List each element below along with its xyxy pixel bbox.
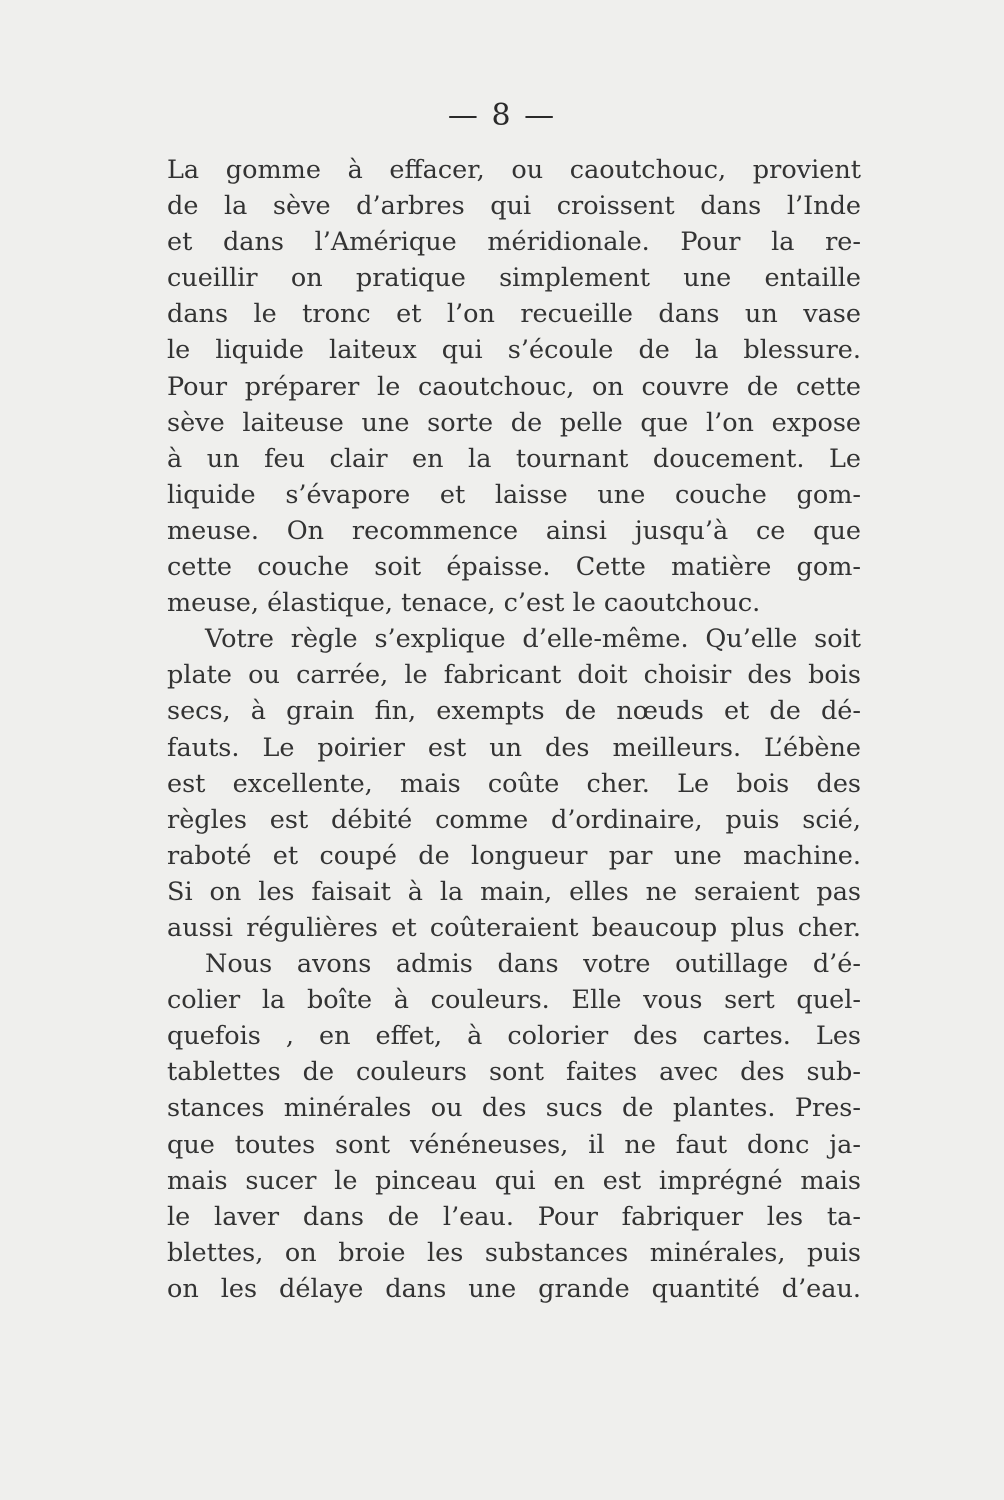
text-line: La gomme à effacer, ou caoutchouc, provient	[167, 155, 861, 185]
text-line: mais sucer le pinceau qui en est imprégné mais	[167, 1165, 861, 1196]
paragraph-3	[167, 946, 861, 1307]
text-line: meuse. On recommence ainsi jusqu’à ce que	[167, 515, 861, 546]
text-line: fauts. Le poirier est un des meilleurs. L’ébène	[167, 732, 861, 763]
text-line: le laver dans de l’eau. Pour fabriquer les ta-	[167, 1201, 861, 1232]
text-line: plate ou carrée, le fabricant doit choisir des bois	[167, 660, 861, 691]
page-number: — 8 —	[447, 98, 557, 133]
text-line: quefois , en effet, à colorier des cartes. Les	[167, 1021, 861, 1052]
paragraph-1	[167, 152, 861, 621]
text-line: à un feu clair en la tournant doucement. Le	[167, 443, 861, 474]
text-line: stances minérales ou des sucs de plantes. Pres-	[167, 1093, 861, 1124]
text-line: règles est débité comme d’ordinaire, puis scié,	[167, 804, 861, 835]
body-text	[167, 152, 861, 1307]
text-line: raboté et coupé de longueur par une machine.	[167, 840, 861, 871]
text-line: aussi régulières et coûteraient beaucoup plus cher.	[167, 912, 861, 943]
text-line: sève laiteuse une sorte de pelle que l’on expose	[167, 407, 861, 438]
text-line: cueillir on pratique simplement une entaille	[167, 263, 861, 294]
text-line: Pour préparer le caoutchouc, on couvre de cette	[167, 371, 861, 402]
text-line: tablettes de couleurs sont faites avec des sub-	[167, 1057, 861, 1088]
text-line: Votre règle s’explique d’elle-même. Qu’elle soit	[205, 624, 861, 655]
text-line: liquide s’évapore et laisse une couche gom-	[167, 479, 861, 510]
text-line: colier la boîte à couleurs. Elle vous sert quel-	[167, 985, 861, 1016]
text-line: secs, à grain fin, exempts de nœuds et de dé-	[167, 696, 861, 727]
text-line: blettes, on broie les substances minérales, puis	[167, 1237, 861, 1268]
text-line: Nous avons admis dans votre outillage d’é-	[205, 949, 861, 980]
text-line: dans le tronc et l’on recueille dans un vase	[167, 299, 861, 330]
text-line: de la sève d’arbres qui croissent dans l’Inde	[167, 191, 861, 222]
text-line: que toutes sont vénéneuses, il ne faut donc ja-	[167, 1129, 861, 1160]
text-line: meuse, élastique, tenace, c’est le caoutchouc.	[167, 588, 761, 619]
text-line: Si on les faisait à la main, elles ne seraient pas	[167, 876, 861, 907]
text-line: cette couche soit épaisse. Cette matière gom-	[167, 552, 861, 583]
text-line: le liquide laiteux qui s’écoule de la blessure.	[167, 335, 861, 366]
text-line: est excellente, mais coûte cher. Le bois des	[167, 768, 861, 799]
text-line: on les délaye dans une grande quantité d’eau.	[167, 1273, 861, 1304]
text-line: et dans l’Amérique méridionale. Pour la re-	[167, 227, 861, 258]
paragraph-2	[167, 621, 861, 946]
